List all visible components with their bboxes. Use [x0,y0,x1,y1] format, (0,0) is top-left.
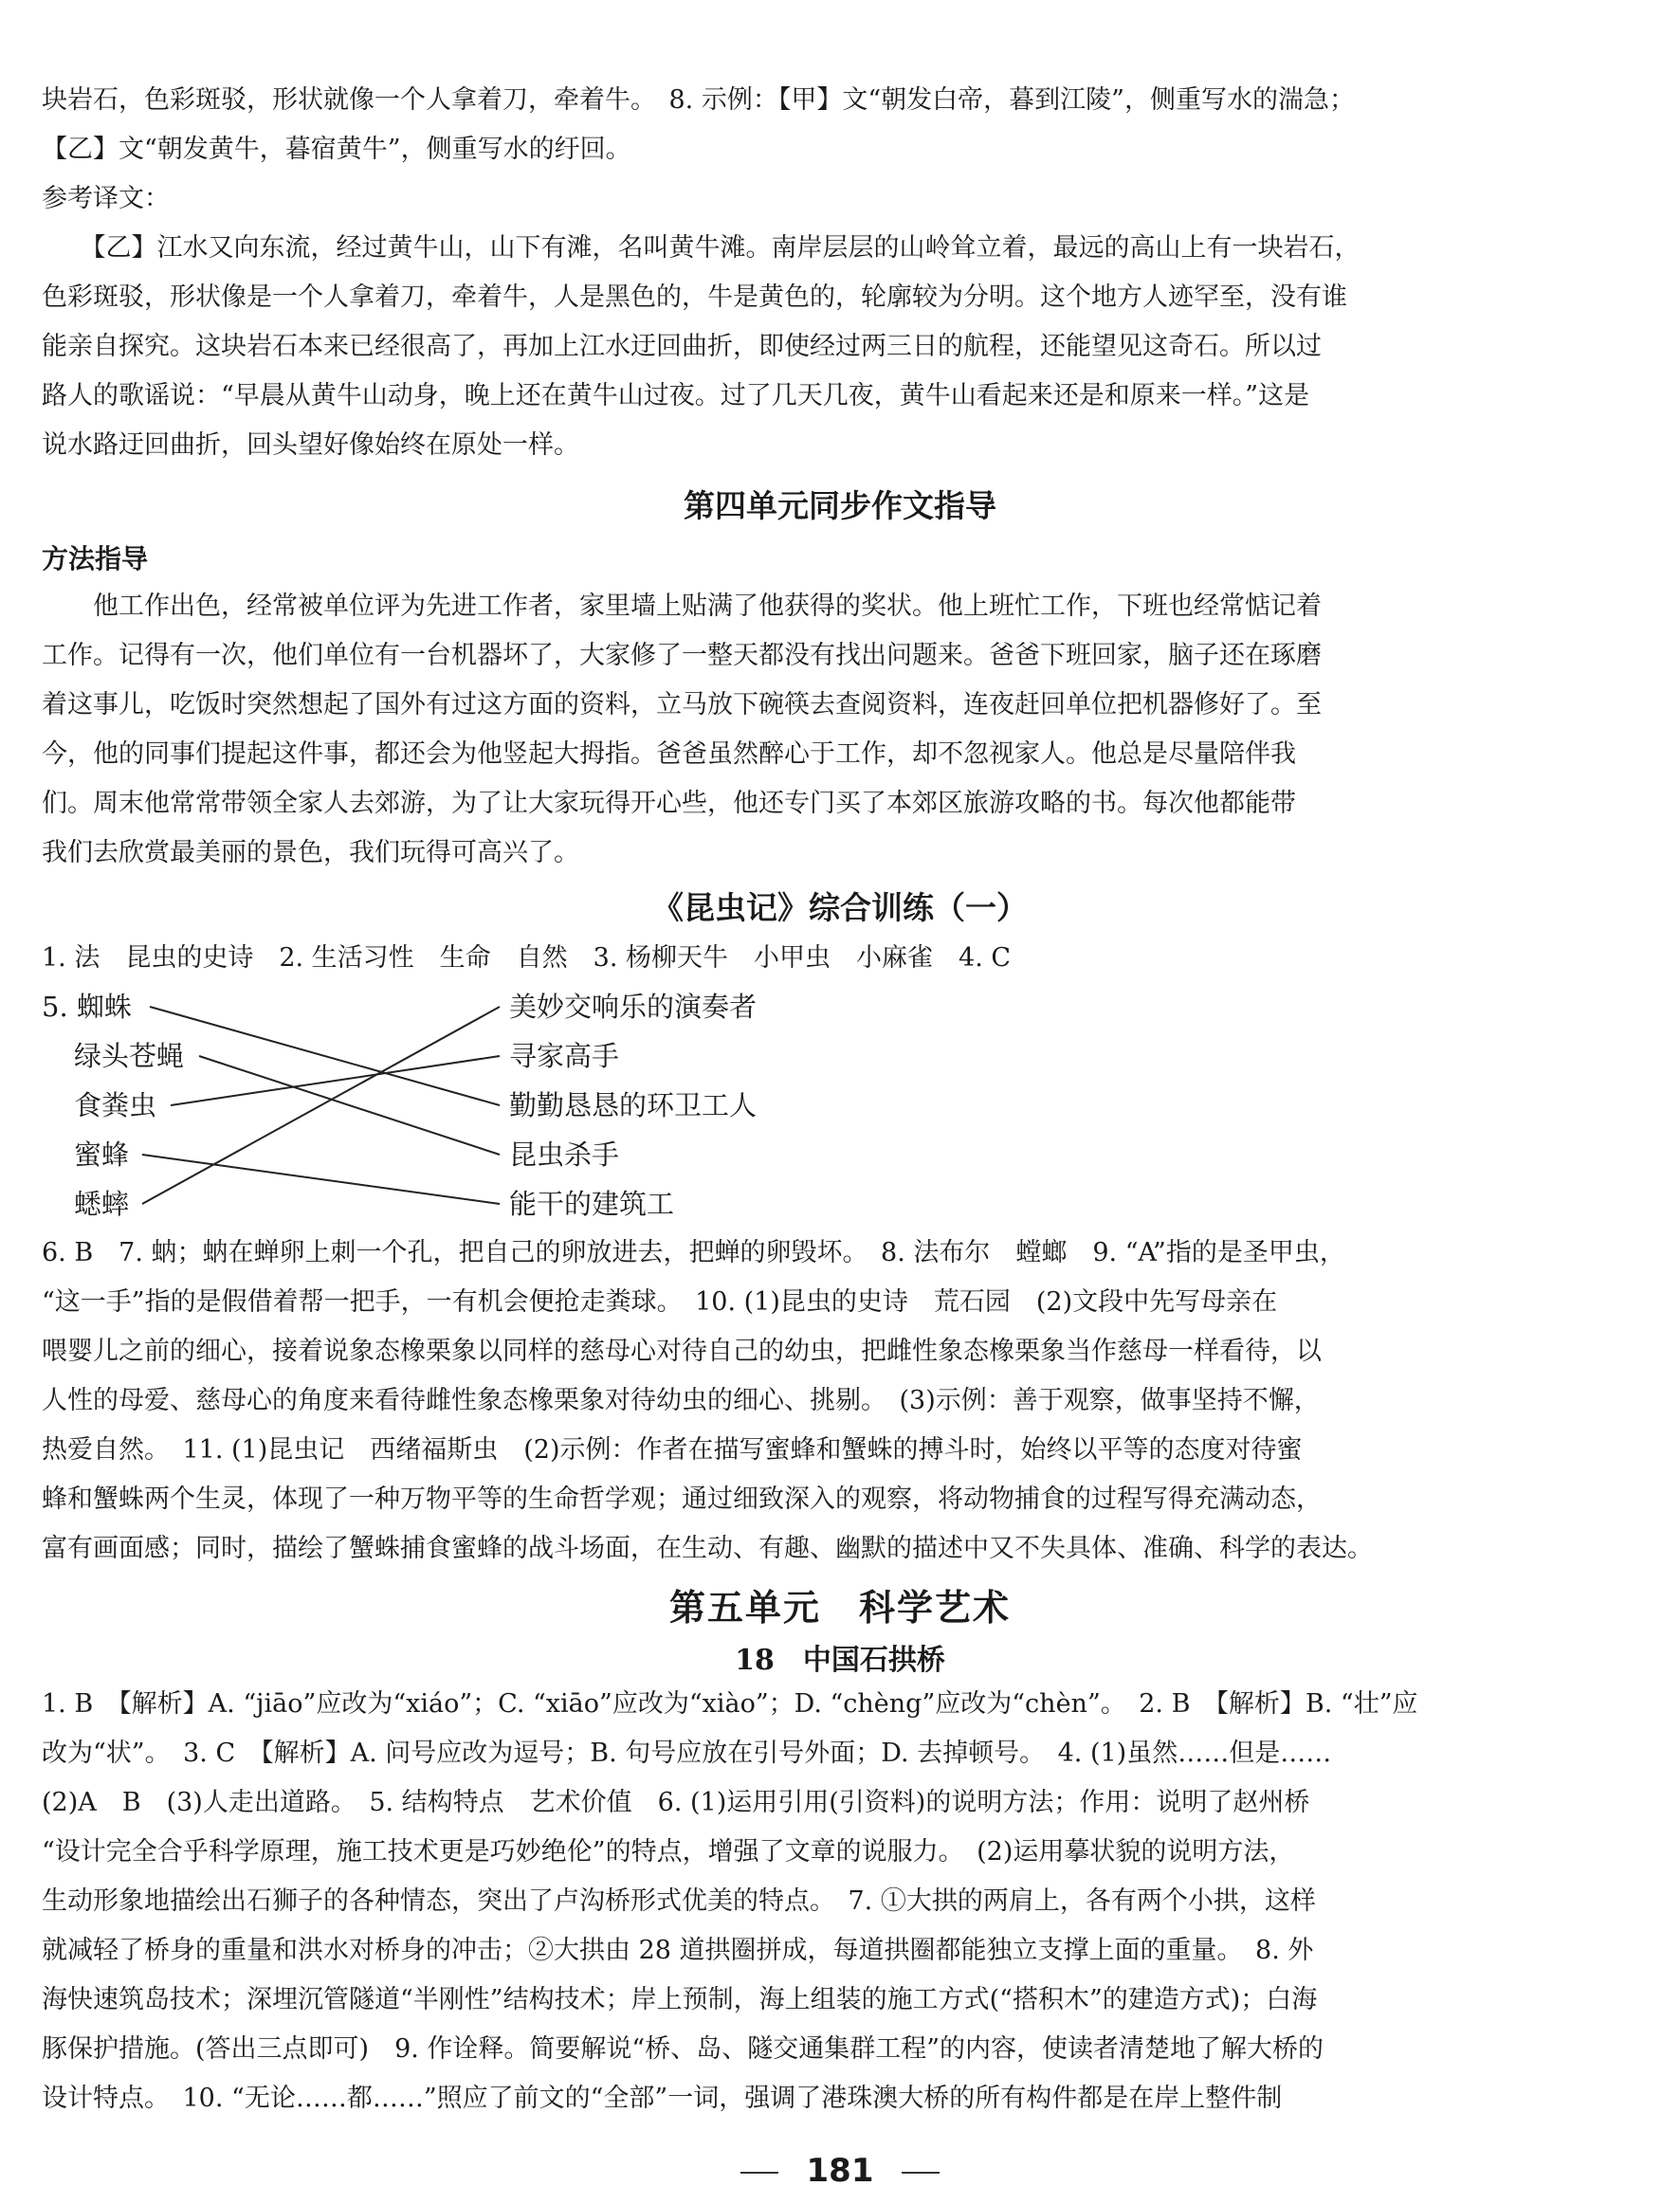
connector-bee-visible [142,1155,500,1204]
match-left-item: 绿头苍蝇 [74,1040,185,1072]
connector-spider [150,1007,500,1105]
text-line: 参考译文： [42,184,170,213]
page-number: 181 [806,2152,874,2190]
insects-answers [42,1229,1540,1574]
text-line: 设计特点。 10. “无论……都……”照应了前文的“全部”一词，强调了港珠澳大桥的所有构件都是在岸上整件制 [42,2084,1283,2113]
text-line: 【乙】江水又向东流，经过黄牛山，山下有滩，名叫黄牛滩。南岸层层的山岭耸立着，最远的高山上有一块岩石， [42,233,1360,263]
match-right-item: 能干的建筑工 [509,1188,675,1220]
match-left-item: 蜜蜂 [74,1138,130,1171]
text-line: 喂婴儿之前的细心，接着说象态橡栗象以同样的慈母心对待自己的幼虫，把雌性象态橡栗象当作慈母一样看待，以 [42,1337,1322,1366]
footer-dash-left [740,2172,778,2174]
text-line: 工作。记得有一次，他们单位有一台机器坏了，大家修了一整天都没有找出问题来。爸爸下班回家，脑子还在琢磨 [42,641,1322,670]
match-left-item: 5. 蜘蛛 [42,991,132,1023]
text-line: 富有画面感；同时，描绘了蟹蛛捕食蜜蜂的战斗场面，在生动、有趣、幽默的描述中又不失具体、准确、科学的表达。 [42,1534,1373,1563]
text-line: 说水路迂回曲折，回头望好像始终在原处一样。 [42,430,579,460]
text-line: 我们去欣赏最美丽的景色，我们玩得可高兴了。 [42,838,579,867]
text-line: 豚保护措施。(答出三点即可) 9. 作诠释。简要解说“桥、岛、隧交通集群工程”的内容，使读者清楚地了解大桥的 [42,2034,1324,2064]
footer-dash-right [902,2172,940,2174]
match-left-item: 蟋蟀 [74,1188,130,1220]
text-line: 改为“状”。 3. C 【解析】A. 问号应改为逗号；B. 句号应放在引号外面；D. 去掉顿号。 4. (1)虽然……但是…… [42,1739,1332,1768]
text-line: 生动形象地描绘出石狮子的各种情态，突出了卢沟桥形式优美的特点。 7. ①大拱的两肩上，各有两个小拱，这样 [42,1886,1316,1916]
text-line: 路人的歌谣说：“早晨从黄牛山动身，晚上还在黄牛山过夜。过了几天几夜，黄牛山看起来还是和原来一样。”这是 [42,381,1310,410]
unit5-title: 第五单元 科学艺术 [668,1586,1011,1629]
text-line: 【乙】文“朝发黄牛，暮宿黄牛”，侧重写水的纡回。 [42,135,631,164]
text-line: 块岩石，色彩斑驳，形状就像一个人拿着刀，牵着牛。 8. 示例：【甲】文“朝发白帝，暮到江陵”，侧重写水的湍急； [42,85,1355,115]
match-question-label: 5. [42,991,68,1023]
text-line: 人性的母爱、慈母心的角度来看待雌性象态橡栗象对待幼虫的细心、挑剔。 (3)示例：善于观察，做事坚持不懈， [42,1386,1320,1415]
match-right-item: 寻家高手 [509,1040,620,1072]
writing-section-title: 第四单元同步作文指导 [684,487,996,524]
text-line: “设计完全合乎科学原理，施工技术更是巧妙绝伦”的特点，增强了文章的说服力。 (2)运用摹状貌的说明方法， [42,1837,1295,1867]
text-line: 蜂和蟹蛛两个生灵，体现了一种万物平等的生命哲学观；通过细致深入的观察，将动物捕食的过程写得充满动态， [42,1485,1322,1514]
lesson18-answers [42,1680,1540,2123]
text-line: 色彩斑驳，形状像是一个人拿着刀，牵着牛，人是黑色的，牛是黄色的，轮廓较为分明。这个地方人迹罕至，没有谁 [42,282,1347,312]
match-right-item: 美妙交响乐的演奏者 [509,991,758,1023]
text-line: 今，他的同事们提起这件事，都还会为他竖起大拇指。爸爸虽然醉心于工作，却不忽视家人。他总是尽量陪伴我 [42,739,1296,769]
lesson18-title: 18 中国石拱桥 [735,1644,945,1677]
method-guide-label: 方法指导 [42,543,149,574]
match-right-item: 昆虫杀手 [509,1138,620,1171]
match-left-item: 食粪虫 [74,1089,157,1121]
text-line: 就减轻了桥身的重量和洪水对桥身的冲击；②大拱由 28 道拱圈拼成，每道拱圈都能独立支撑上面的重量。 8. 外 [42,1936,1314,1965]
answer-line: 1. 法 昆虫的史诗 2. 生活习性 生命 自然 3. 杨柳天牛 小甲虫 小麻雀 4. C [42,943,1012,973]
match-right-item: 勤勤恳恳的环卫工人 [509,1089,758,1121]
text-line: 着这事儿，吃饭时突然想起了国外有过这方面的资料，立马放下碗筷去查阅资料，连夜赶回单位把机器修好了。至 [42,690,1322,719]
insects-section-title: 《昆虫记》综合训练（一） [652,889,1028,926]
connector-fly [199,1056,500,1155]
text-line: 1. B 【解析】A. “jiāo”应改为“xiáo”；C. “xiāo”应改为“xiào”；D. “chèng”应改为“chèn”。 2. B 【解析】B. “壮”应 [42,1689,1418,1719]
text-line: 热爱自然。 11. (1)昆虫记 西绪福斯虫 (2)示例：作者在描写蜜蜂和蟹蛛的搏斗时，始终以平等的态度对待蜜 [42,1435,1303,1465]
text-line: “这一手”指的是假借着帮一把手，一有机会便抢走粪球。 10. (1)昆虫的史诗 荒石园 (2)文段中先写母亲在 [42,1287,1278,1317]
text-line: (2)A B (3)人走出道路。 5. 结构特点 艺术价值 6. (1)运用引用(引资料)的说明方法；作用：说明了赵州桥 [42,1788,1310,1817]
text-line: 们。周末他常常带领全家人去郊游，为了让大家玩得开心些，他还专门买了本郊区旅游攻略的书。每次他都能带 [42,789,1296,818]
page-footer [0,2152,1680,2190]
text-line: 海快速筑岛技术；深埋沉管隧道“半刚性”结构技术；岸上预制，海上组装的施工方式(“搭积木”的建造方式)；白海 [42,1985,1318,2014]
text-line: 能亲自探究。这块岩石本来已经很高了，再加上江水迂回曲折，即使经过两三日的航程，还能望见这奇石。所以过 [42,332,1322,361]
connector-cricket [142,1007,500,1204]
text-line: 他工作出色，经常被单位评为先进工作者，家里墙上贴满了他获得的奖状。他上班忙工作，下班也经常惦记着 [42,592,1322,621]
text-line: 6. B 7. 蚋；蚋在蝉卵上刺一个孔，把自己的卵放进去，把蝉的卵毁坏。 8. 法布尔 螳螂 9. “A”指的是圣甲虫， [42,1238,1345,1267]
